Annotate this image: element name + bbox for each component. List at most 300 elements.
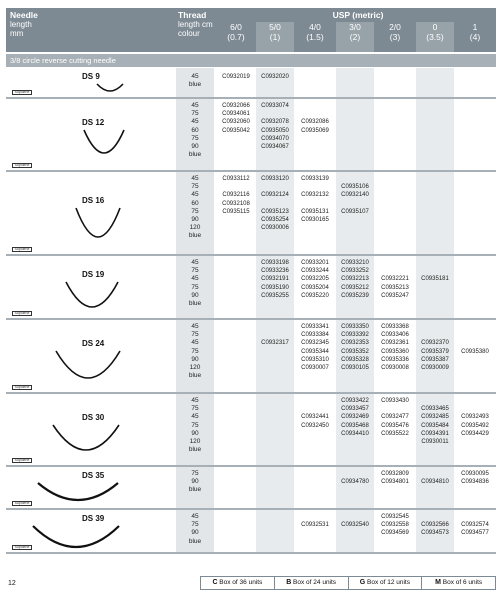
product-code-column — [295, 513, 335, 529]
product-code: C0935213 — [381, 284, 409, 291]
product-code: C0935484 — [421, 422, 449, 429]
metric-size: (4) — [469, 32, 481, 42]
product-code: C0933198 — [261, 260, 289, 266]
brand-logo: Supolene — [12, 545, 32, 550]
thread-lengths — [176, 73, 214, 89]
product-code: C0933244 — [301, 268, 329, 275]
product-code-column — [255, 259, 295, 300]
product-code — [295, 200, 335, 208]
product-code-column — [375, 323, 415, 372]
page-number: 12 — [8, 580, 16, 587]
product-code-column — [415, 470, 455, 486]
product-code: C0934569 — [381, 530, 409, 537]
product-code: C0932019 — [222, 74, 250, 80]
product-code — [295, 102, 335, 110]
product-code — [335, 200, 375, 208]
product-code: C0934391 — [421, 430, 449, 437]
thread-lengths — [176, 513, 214, 546]
needle-sub-unit: mm — [10, 29, 24, 38]
legend-letter: C — [212, 579, 218, 586]
needle-icon — [64, 280, 120, 310]
product-code: C0934577 — [461, 530, 489, 537]
thread-length: 90 — [191, 215, 199, 223]
thread-length: 75 — [191, 521, 199, 529]
product-code: C0935131 — [301, 208, 329, 215]
product-code: C0934801 — [381, 479, 409, 486]
product-code: C0933252 — [341, 268, 369, 275]
product-code: C0935106 — [341, 184, 369, 191]
thread-length: 45 — [191, 339, 199, 347]
product-code: C0935380 — [461, 348, 489, 355]
product-code-column — [415, 259, 455, 284]
thread-length: 45 — [191, 513, 199, 520]
product-group — [6, 70, 496, 99]
product-code: C0935336 — [381, 356, 409, 363]
product-code-column — [455, 397, 495, 438]
product-code: C0930105 — [341, 364, 369, 371]
product-code: C0930095 — [461, 471, 489, 477]
product-code-column — [335, 259, 375, 300]
product-code-column — [455, 323, 495, 356]
thread-length: 120 — [189, 224, 201, 232]
product-code: C0935310 — [301, 356, 329, 363]
product-code: C0932124 — [261, 192, 289, 199]
product-code-column — [216, 175, 256, 216]
table-header — [6, 8, 496, 52]
usp-column-header — [216, 22, 256, 42]
legend-text: Box of 6 units — [440, 579, 483, 586]
product-code — [335, 470, 375, 478]
product-code-column — [335, 513, 375, 529]
product-code: C0932191 — [261, 276, 289, 283]
product-code: C0932531 — [301, 522, 329, 529]
thread-length: blue — [188, 299, 202, 307]
product-code-column — [375, 397, 415, 438]
product-code: C0932809 — [381, 471, 409, 477]
usp-column-header — [255, 22, 295, 42]
product-code: C0930008 — [381, 364, 409, 371]
product-code: C0932086 — [301, 119, 329, 126]
product-code — [255, 110, 295, 118]
product-code — [335, 513, 375, 521]
subheader-text: 3/8 circle reverse cutting needle — [10, 56, 116, 65]
product-code-column — [255, 175, 295, 232]
product-code: C0932450 — [301, 422, 329, 429]
product-code — [295, 405, 335, 413]
product-group — [6, 467, 496, 510]
brand-logo: Supolene — [12, 385, 32, 390]
product-code: C0935352 — [341, 348, 369, 355]
thread-length: 120 — [189, 437, 201, 445]
product-code: C0932213 — [341, 276, 369, 283]
legend-text: Box of 12 units — [365, 579, 410, 586]
thread-length: 60 — [191, 199, 199, 207]
usp-size: 6/0 — [230, 22, 242, 32]
product-code-column — [375, 259, 415, 300]
thread-length: 90 — [191, 478, 199, 486]
product-code: C0932441 — [301, 414, 329, 421]
product-code: C0935123 — [261, 208, 289, 215]
needle-name: DS 19 — [82, 270, 105, 279]
product-code: C0934810 — [421, 479, 449, 486]
product-code-column — [255, 102, 295, 151]
section-subheader — [6, 54, 496, 67]
product-code: C0933120 — [261, 176, 289, 182]
thread-lengths — [176, 470, 214, 495]
thread-length: 90 — [191, 142, 199, 150]
product-code: C0935220 — [301, 292, 329, 299]
needle-icon — [74, 206, 122, 240]
thread-length: 45 — [191, 175, 199, 182]
product-code-column — [415, 323, 455, 372]
product-code: C0932116 — [222, 192, 250, 199]
product-code — [455, 397, 495, 405]
needle-name: DS 12 — [82, 117, 105, 127]
product-code: C0932345 — [301, 340, 329, 347]
product-code: C0930011 — [421, 438, 449, 445]
needle-icon — [36, 481, 120, 503]
thread-length: 75 — [191, 207, 199, 215]
legend-item — [201, 577, 274, 589]
product-code: C0933465 — [421, 406, 449, 413]
product-code: C0935522 — [381, 430, 409, 437]
usp-column-header — [415, 22, 455, 42]
usp-size: 3/0 — [349, 22, 361, 32]
thread-length: 45 — [191, 413, 199, 421]
legend-item — [274, 577, 348, 589]
product-code: C0932540 — [341, 522, 369, 529]
product-code — [375, 267, 415, 275]
product-code: C0932317 — [261, 340, 289, 347]
needle-name: DS 9 — [82, 72, 100, 81]
thread-length: blue — [188, 81, 202, 89]
product-code: C0935042 — [222, 127, 250, 134]
product-code-column — [335, 470, 375, 486]
metric-size: (1.5) — [306, 32, 324, 42]
product-code: C0933392 — [341, 332, 369, 339]
product-code-column — [216, 102, 256, 135]
thread-length: blue — [188, 486, 202, 494]
group-divider — [6, 552, 496, 554]
product-code: C0934573 — [421, 530, 449, 537]
usp-size: 1 — [472, 22, 478, 32]
product-code — [415, 470, 455, 478]
usp-column-header — [375, 22, 415, 42]
product-code: C0930165 — [301, 216, 329, 223]
product-code: C0932060 — [222, 119, 250, 126]
brand-logo: Supolene — [12, 247, 32, 252]
usp-column-header — [295, 22, 335, 42]
product-code — [255, 323, 295, 331]
thread-lengths — [176, 102, 214, 159]
usp-column-header — [335, 22, 375, 42]
product-code: C0933430 — [381, 398, 409, 404]
product-code: C0932140 — [341, 192, 369, 199]
product-code: C0934429 — [461, 430, 489, 437]
legend-text: Box of 24 units — [291, 579, 337, 586]
product-code: C0933210 — [341, 260, 369, 266]
product-group — [6, 256, 496, 320]
brand-logo: Supolene — [12, 501, 32, 506]
metric-size: (1) — [269, 32, 281, 42]
product-code — [455, 339, 495, 347]
product-code-column — [255, 73, 295, 81]
product-code: C0934780 — [341, 479, 369, 486]
needle-icon — [31, 524, 121, 550]
product-code — [335, 175, 375, 183]
thread-length: 75 — [191, 347, 199, 355]
product-code: C0932370 — [421, 340, 449, 347]
thread-length: 75 — [191, 283, 199, 291]
product-code: C0935468 — [341, 422, 369, 429]
product-code-column — [375, 513, 415, 538]
usp-size: 0 — [432, 22, 438, 32]
product-code: C0932485 — [421, 414, 449, 421]
product-code — [295, 110, 335, 118]
product-code: C0933201 — [301, 260, 329, 266]
product-code-column — [216, 73, 256, 81]
packaging-legend — [200, 576, 496, 590]
product-code: C0932078 — [261, 119, 289, 126]
thread-length: blue — [188, 537, 202, 545]
thread-title: Thread — [178, 10, 207, 20]
thread-length: blue — [188, 232, 202, 240]
product-code: C0933112 — [222, 176, 250, 182]
thread-length: 120 — [189, 363, 201, 371]
product-code: C0935492 — [461, 422, 489, 429]
thread-length: 45 — [191, 102, 199, 109]
product-code: C0935344 — [301, 348, 329, 355]
thread-lengths — [176, 397, 214, 454]
usp-column-header — [455, 22, 495, 42]
needle-title: Needle — [10, 10, 38, 20]
needle-column-header — [10, 11, 38, 38]
product-code: C0935255 — [261, 292, 289, 299]
thread-length: 75 — [191, 183, 199, 191]
product-code: C0930007 — [301, 364, 329, 371]
product-code: C0935107 — [341, 208, 369, 215]
thread-length: 75 — [191, 134, 199, 142]
product-code — [415, 513, 455, 521]
legend-item — [348, 577, 422, 589]
thread-length: 45 — [191, 397, 199, 404]
product-code: C0935069 — [301, 127, 329, 134]
thread-column-header — [178, 11, 218, 38]
product-code: C0932545 — [381, 514, 409, 520]
needle-name: DS 35 — [82, 470, 105, 480]
product-code: C0934070 — [261, 135, 289, 142]
product-code-column — [295, 397, 335, 430]
thread-length: 45 — [191, 73, 199, 80]
product-code: C0935050 — [261, 127, 289, 134]
metric-size: (3) — [389, 32, 401, 42]
product-code: C0932221 — [381, 276, 409, 283]
product-code: C0934067 — [261, 143, 289, 150]
needle-icon — [82, 128, 126, 156]
needle-icon — [54, 349, 122, 381]
brand-logo: Supolene — [12, 163, 32, 168]
thread-length: blue — [188, 446, 202, 454]
usp-title: USP (metric) — [332, 10, 384, 20]
product-code — [455, 513, 495, 521]
product-code: C0935115 — [222, 208, 250, 215]
product-code — [455, 331, 495, 339]
product-code: C0932132 — [301, 192, 329, 199]
product-code: C0935387 — [421, 356, 449, 363]
product-code-column — [415, 397, 455, 446]
product-code-column — [295, 175, 335, 224]
product-group — [6, 394, 496, 467]
thread-length: blue — [188, 151, 202, 159]
thread-length: 90 — [191, 355, 199, 363]
product-code: C0934061 — [222, 111, 250, 118]
product-code: C0933341 — [301, 324, 329, 330]
product-code — [295, 397, 335, 405]
product-code-column — [455, 513, 495, 538]
product-code: C0935328 — [341, 356, 369, 363]
product-code — [455, 405, 495, 413]
needle-name: DS 16 — [82, 196, 105, 205]
product-code: C0935379 — [421, 348, 449, 355]
needle-sub-length: length — [10, 20, 32, 29]
thread-length: 45 — [191, 275, 199, 283]
product-code: C0935239 — [341, 292, 369, 299]
product-code — [295, 513, 335, 521]
product-code: C0932477 — [381, 414, 409, 421]
product-code — [415, 267, 455, 275]
needle-icon — [95, 82, 125, 94]
product-code-column — [335, 175, 375, 216]
product-code: C0933139 — [301, 176, 329, 182]
thread-length: blue — [188, 372, 202, 380]
product-code — [415, 259, 455, 267]
product-code-column — [255, 323, 295, 348]
thread-length: 75 — [191, 110, 199, 118]
product-code: C0935360 — [381, 348, 409, 355]
thread-sub-length: length cm — [178, 20, 213, 29]
product-code — [415, 397, 455, 405]
product-code: C0930006 — [261, 225, 289, 232]
thread-length: 60 — [191, 126, 199, 134]
product-group — [6, 510, 496, 554]
thread-length: 90 — [191, 529, 199, 537]
product-code: C0932353 — [341, 340, 369, 347]
product-code: C0932205 — [301, 276, 329, 283]
product-code-column — [335, 323, 375, 372]
product-code — [455, 323, 495, 331]
product-code — [216, 183, 256, 191]
product-code: C0932066 — [222, 103, 250, 109]
product-code: C0935476 — [381, 422, 409, 429]
product-code: C0932108 — [222, 200, 250, 207]
needle-name: DS 30 — [82, 412, 105, 422]
thread-length: 90 — [191, 291, 199, 299]
product-code: C0935254 — [261, 216, 289, 223]
product-code — [375, 405, 415, 413]
product-code — [255, 200, 295, 208]
product-code: C0933350 — [341, 324, 369, 330]
product-code: C0933074 — [261, 103, 289, 109]
metric-size: (0.7) — [227, 32, 245, 42]
thread-lengths — [176, 175, 214, 241]
thread-length: 45 — [191, 191, 199, 199]
product-code: C0933422 — [341, 398, 369, 404]
legend-letter: G — [359, 579, 366, 586]
brand-logo: Supolene — [12, 458, 32, 463]
usp-size: 2/0 — [389, 22, 401, 32]
thread-lengths — [176, 259, 214, 308]
product-code-column — [455, 470, 495, 486]
needle-icon — [51, 423, 121, 453]
product-code: C0932361 — [381, 340, 409, 347]
product-code: C0934410 — [341, 430, 369, 437]
legend-letter: B — [286, 579, 292, 586]
thread-length: 45 — [191, 259, 199, 266]
product-code-column — [295, 102, 335, 135]
product-code — [255, 183, 295, 191]
product-code — [415, 323, 455, 331]
product-code — [255, 331, 295, 339]
usp-size: 4/0 — [309, 22, 321, 32]
product-code-column — [375, 470, 415, 486]
product-code — [415, 331, 455, 339]
product-code: C0932020 — [261, 74, 289, 80]
product-code: C0935190 — [261, 284, 289, 291]
product-code: C0930009 — [421, 364, 449, 371]
product-code-column — [335, 397, 375, 438]
product-code: C0935181 — [421, 276, 449, 283]
product-code-column — [295, 323, 335, 372]
product-code — [375, 259, 415, 267]
product-code: C0933457 — [341, 406, 369, 413]
product-code — [295, 183, 335, 191]
metric-size: (3.5) — [426, 32, 444, 42]
product-code: C0932558 — [381, 522, 409, 529]
thread-length: 90 — [191, 429, 199, 437]
brand-logo: Supolene — [12, 311, 32, 316]
thread-lengths — [176, 323, 214, 380]
product-code: C0935212 — [341, 284, 369, 291]
usp-size: 5/0 — [269, 22, 281, 32]
thread-length: 75 — [191, 405, 199, 413]
product-code: C0935204 — [301, 284, 329, 291]
product-group — [6, 99, 496, 172]
legend-letter: M — [435, 579, 441, 586]
thread-length: 75 — [191, 267, 199, 275]
product-code: C0932566 — [421, 522, 449, 529]
thread-length: 45 — [191, 323, 199, 330]
thread-sub-colour: colour — [178, 29, 200, 38]
product-code: C0933406 — [381, 332, 409, 339]
product-code: C0933384 — [301, 332, 329, 339]
product-code-column — [415, 513, 455, 538]
thread-length: 75 — [191, 421, 199, 429]
needle-name: DS 24 — [82, 339, 105, 348]
legend-item — [421, 577, 495, 589]
product-code: C0935247 — [381, 292, 409, 299]
product-code: C0933368 — [381, 324, 409, 330]
product-group — [6, 320, 496, 394]
brand-logo: Supolene — [12, 90, 32, 95]
needle-name: DS 39 — [82, 514, 105, 523]
metric-size: (2) — [349, 32, 361, 42]
product-code: C0932493 — [461, 414, 489, 421]
product-group — [6, 172, 496, 256]
product-code: C0934836 — [461, 479, 489, 486]
product-code: C0932469 — [341, 414, 369, 421]
legend-text: Box of 36 units — [217, 579, 263, 586]
thread-length: 75 — [191, 470, 199, 477]
